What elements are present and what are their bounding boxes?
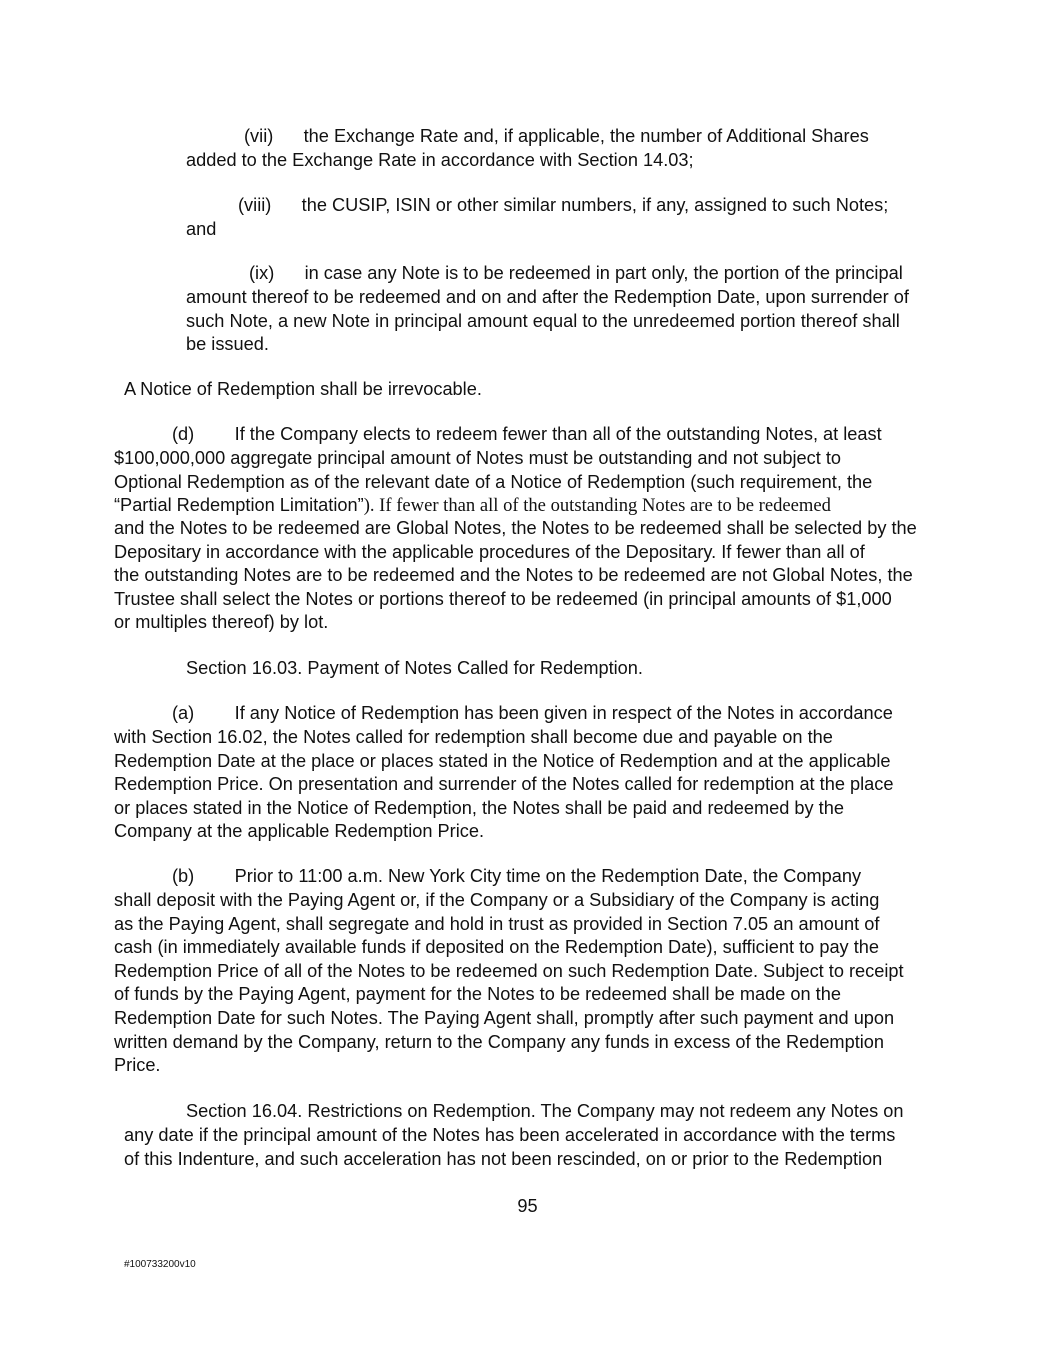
para-d-first-line: (d) If the Company elects to redeem fewer than all of the outstanding Notes, at least [172,424,882,444]
item-viii-first-line: (viii) the CUSIP, ISIN or other similar numbers, if any, assigned to such Notes; [238,195,889,215]
para-a-first-line: (a) If any Notice of Redemption has been given in respect of the Notes in accordance [172,703,893,723]
item-vii-continuation: added to the Exchange Rate in accordance with Section 14.03; [186,150,694,170]
page-number: 95 [517,1196,538,1216]
notice-irrevocable-paragraph: A Notice of Redemption shall be irrevocable. [124,379,482,399]
para-d-lines-2-3: $100,000,000 aggregate principal amount of Notes must be outstanding and not subject to Optional Redemption as of the relevant date of a Notice of Redemption (such requirement, the [114,448,873,492]
item-vii-first-line: (vii) the Exchange Rate and, if applicable, the number of Additional Shares [244,126,869,146]
para-b-first-line: (b) Prior to 11:00 a.m. New York City time on the Redemption Date, the Company [172,866,862,886]
section-16-04-continuation: any date if the principal amount of the Notes has been accelerated in accordance with the terms of this Indenture, and such acceleration has not been rescinded, on or prior to the Redemption [124,1125,896,1169]
para-d-continuation: and the Notes to be redeemed are Global Notes, the Notes to be redeemed shall be selected by the Depositary in accordance with the applicable procedures of the Depositary. If fewer than all of the outstanding Notes are to be redeemed and the Notes to be redeemed are not Global Notes, the Trustee shall select the Notes or portions thereof to be redeemed (in principal amounts of $1,000 or multiples thereof) by lot. [114,518,917,633]
item-ix-first-line: (ix) in case any Note is to be redeemed in part only, the portion of the principal [249,263,903,283]
partial-redemption-limitation-term: “Partial Redemption Limitation” [114,495,364,515]
document-id: #100733200v10 [124,1259,196,1270]
para-b-continuation: shall deposit with the Paying Agent or, if the Company or a Subsidiary of the Company is acting as the Paying Agent, shall segregate and hold in trust as provided in Section 7.05 an amount of cash (in immediately available funds if deposited on the Redemption Date), sufficient to pay the Redemption Price of all of the Notes to be redeemed on such Redemption Date. Subject to receipt of funds by the Paying Agent, payment for the Notes to be redeemed shall be made on the Redemption Date for such Notes. The Paying Agent shall, promptly after such payment and upon written demand by the Company, return to the Company any funds in excess of the Redemption Price. [114,890,904,1076]
item-viii-continuation: and [186,219,217,239]
para-d-line-4 [114,494,831,518]
section-16-03-heading: Section 16.03. Payment of Notes Called for Redemption. [186,658,643,678]
para-d-line-4-serif: ). If fewer than all of the outstanding Notes are to be redeemed [363,495,831,516]
item-ix-continuation: amount thereof to be redeemed and on and after the Redemption Date, upon surrender of such Note, a new Note in principal amount equal to the unredeemed portion thereof shall be issued. [186,287,909,355]
section-16-04-first-line: Section 16.04. Restrictions on Redemption. The Company may not redeem any Notes on [186,1101,904,1121]
para-a-continuation: with Section 16.02, the Notes called for redemption shall become due and payable on the Redemption Date at the place or places stated in the Notice of Redemption and at the applicable Redemption Price. On presentation and surrender of the Notes called for redemption at the place or places stated in the Notice of Redemption, the Notes shall be paid and redeemed by the Company at the applicable Redemption Price. [114,727,894,842]
